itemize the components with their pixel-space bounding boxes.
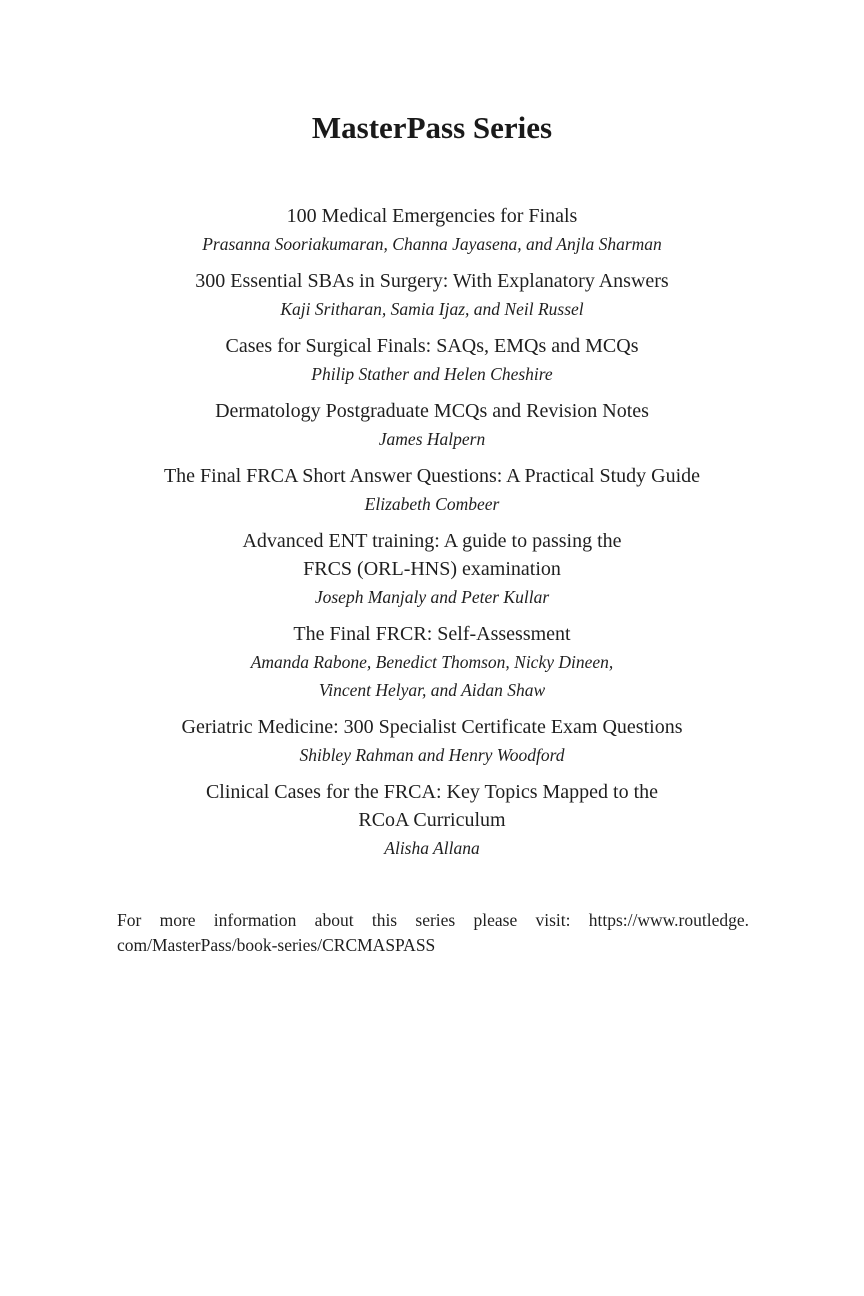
book-authors: [100, 834, 764, 862]
book-title-line: 100 Medical Emergencies for Finals: [286, 205, 578, 227]
book-list: [100, 202, 764, 871]
book-title-line: Dermatology Postgraduate MCQs and Revision Notes: [215, 400, 649, 422]
more-info-line-2: com/MasterPass/book-series/CRCMASPASS: [117, 935, 436, 955]
book-entry: [100, 527, 764, 611]
book-authors: [100, 583, 764, 611]
book-entry: [100, 778, 764, 862]
book-entry: [100, 202, 764, 258]
series-title: MasterPass Series: [311, 110, 553, 145]
book-authors-line: James Halpern: [378, 429, 486, 449]
book-entry: [100, 267, 764, 323]
book-entry: [100, 332, 764, 388]
more-info-text: [117, 908, 749, 958]
book-entry: [100, 620, 764, 704]
book-title-line: Clinical Cases for the FRCA: Key Topics Mapped to the: [205, 781, 659, 803]
book-title-line: 300 Essential SBAs in Surgery: With Explanatory Answers: [195, 270, 669, 292]
book-title-line: The Final FRCA Short Answer Questions: A Practical Study Guide: [163, 465, 701, 487]
book-authors-line: Shibley Rahman and Henry Woodford: [299, 745, 565, 765]
book-authors: [100, 360, 764, 388]
book-authors: [100, 295, 764, 323]
book-authors-line: Prasanna Sooriakumaran, Channa Jayasena, and Anjla Sharman: [202, 234, 662, 254]
book-authors-line: Philip Stather and Helen Cheshire: [311, 364, 553, 384]
more-info-line-1: For more information about this series please visit: https://www.routledge.: [117, 910, 749, 930]
book-authors-line: Kaji Sritharan, Samia Ijaz, and Neil Russel: [280, 299, 584, 319]
book-authors-line: Elizabeth Combeer: [364, 494, 500, 514]
book-title-line: Advanced ENT training: A guide to passing the: [242, 530, 622, 552]
book-entry: [100, 397, 764, 453]
book-authors-line: Amanda Rabone, Benedict Thomson, Nicky Dineen,: [250, 652, 614, 672]
book-authors: [100, 648, 764, 704]
book-title: [100, 713, 764, 741]
book-authors: [100, 425, 764, 453]
book-title: [100, 462, 764, 490]
book-title: [100, 397, 764, 425]
book-entry: [100, 462, 764, 518]
book-title: [100, 527, 764, 583]
book-title: [100, 620, 764, 648]
book-authors-line: Alisha Allana: [384, 838, 480, 858]
book-title: [100, 202, 764, 230]
book-title-line: RCoA Curriculum: [358, 809, 506, 831]
book-entry: [100, 713, 764, 769]
book-authors-line: Joseph Manjaly and Peter Kullar: [314, 587, 550, 607]
book-title: [100, 267, 764, 295]
book-title-line: Geriatric Medicine: 300 Specialist Certificate Exam Questions: [181, 716, 683, 738]
book-title: [100, 332, 764, 360]
book-authors: [100, 741, 764, 769]
book-title-line: The Final FRCR: Self-Assessment: [293, 623, 571, 645]
book-authors-line: Vincent Helyar, and Aidan Shaw: [318, 680, 546, 700]
book-title-line: Cases for Surgical Finals: SAQs, EMQs and MCQs: [225, 335, 639, 357]
book-authors: [100, 490, 764, 518]
book-title: [100, 778, 764, 834]
book-title-line: FRCS (ORL-HNS) examination: [303, 558, 561, 580]
book-authors: [100, 230, 764, 258]
